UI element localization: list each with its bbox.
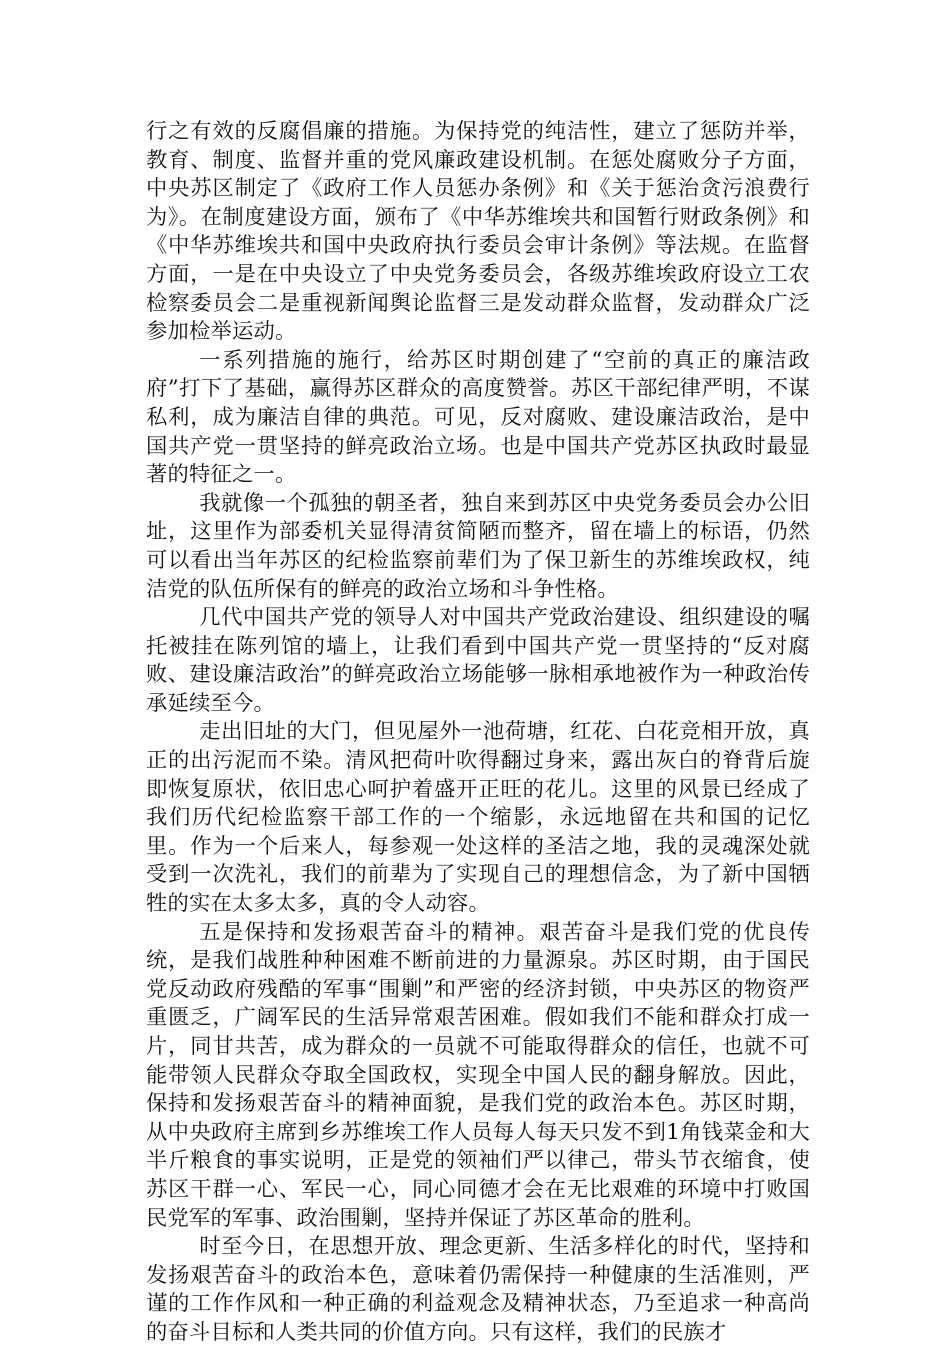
paragraph: 时至今日，在思想开放、理念更新、生活多样化的时代，坚持和发扬艰苦奋斗的政治本色，意味着仍需保持一种健康的生活准则，严谨的工作作风和一种正确的利益观念及精神状态，乃至追求一种高尚的奋斗目标和人类共同的价值方向。只有这样，我们的民族才 xyxy=(146,1234,810,1345)
document-page xyxy=(146,118,810,1348)
paragraph: 一系列措施的施行，给苏区时期创建了“空前的真正的廉洁政府”打下了基础，赢得苏区群众的高度赞誉。苏区干部纪律严明，不谋私利，成为廉洁自律的典范。可见，反对腐败、建设廉洁政治，是中国共产党一贯坚持的鲜亮政治立场。也是中国共产党苏区执政时最显著的特征之一。 xyxy=(146,347,810,488)
paragraph: 走出旧址的大门，但见屋外一池荷塘，红花、白花竞相开放，真正的出污泥而不染。清风把荷叶吹得翻过身来，露出灰白的脊背后旋即恢复原状，依旧忠心呵护着盛开正旺的花儿。这里的风景已经成了我们历代纪检监察干部工作的一个缩影，永远地留在共和国的记忆里。作为一个后来人，每参观一处这样的圣洁之地，我的灵魂深处就受到一次洗礼，我们的前辈为了实现自己的理想信念，为了新中国牺牲的实在太多太多，真的令人动容。 xyxy=(146,719,810,917)
paragraph-continued: 行之有效的反腐倡廉的措施。为保持党的纯洁性，建立了惩防并举，教育、制度、监督并重的党风廉政建设机制。在惩处腐败分子方面，中央苏区制定了《政府工作人员惩办条例》和《关于惩治贪污浪费行为》。在制度建设方面，颁布了《中华苏维埃共和国暂行财政条例》和《中华苏维埃共和国中央政府执行委员会审计条例》等法规。在监督方面，一是在中央设立了中央党务委员会，各级苏维埃政府设立工农检察委员会二是重视新闻舆论监督三是发动群众监督，发动群众广泛参加检举运动。 xyxy=(146,119,810,345)
paragraph: 五是保持和发扬艰苦奋斗的精神。艰苦奋斗是我们党的优良传统，是我们战胜种种困难不断前进的力量源泉。苏区时期，由于国民党反动政府残酷的军事“围剿”和严密的经济封锁，中央苏区的物资严重匮乏，广阔军民的生活异常艰苦困难。假如我们不能和群众打成一片，同甘共苦，成为群众的一员就不可能取得群众的信任，也就不可能带领人民群众夺取全国政权，实现全中国人民的翻身解放。因此，保持和发扬艰苦奋斗的精神面貌，是我们党的政治本色。苏区时期，从中央政府主席到乡苏维埃工作人员每人每天只发不到1角钱菜金和大半斤粮食的事实说明，正是党的领袖们严以律己，带头节衣缩食，使苏区干群一心、军民一心，同心同德才会在无比艰难的环境中打败国民党军的军事、政治围剿，坚持并保证了苏区革命的胜利。 xyxy=(146,919,810,1231)
paragraph: 我就像一个孤独的朝圣者，独自来到苏区中央党务委员会办公旧址，这里作为部委机关显得清贫简陋而整齐，留在墙上的标语，仍然可以看出当年苏区的纪检监察前辈们为了保卫新生的苏维埃政权，纯洁党的队伍所保有的鲜亮的政治立场和斗争性格。 xyxy=(146,490,810,602)
paragraph: 几代中国共产党的领导人对中国共产党政治建设、组织建设的嘱托被挂在陈列馆的墙上，让我们看到中国共产党一贯坚持的“反对腐败、建设廉洁政治”的鲜亮政治立场能够一脉相承地被作为一种政治传承延续至今。 xyxy=(146,605,811,716)
